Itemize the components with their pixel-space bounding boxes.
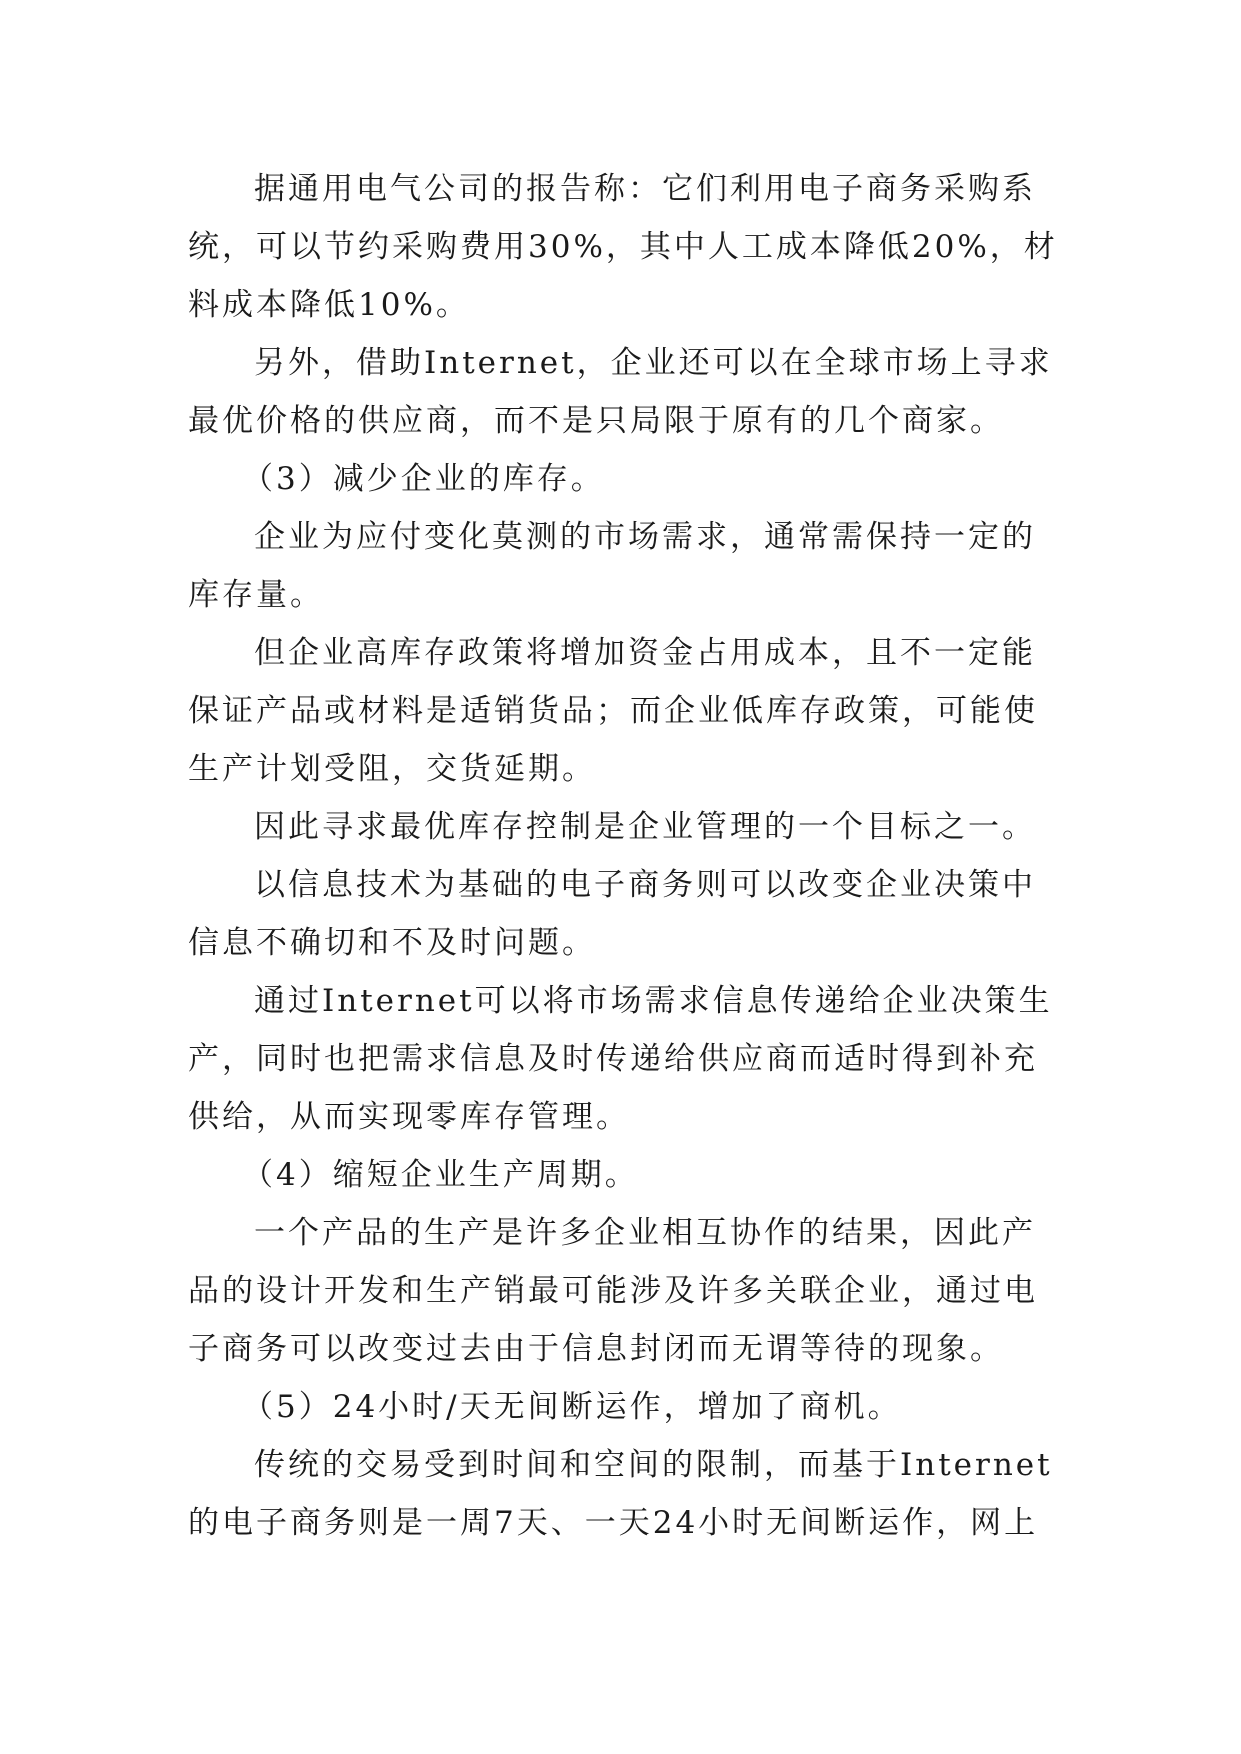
body-text — [188, 160, 1068, 1552]
paragraph: 因此寻求最优库存控制是企业管理的一个目标之一。 — [254, 809, 1036, 845]
paragraph: 通过Internet可以将市场需求信息传递给企业决策生产，同时也把需求信息及时传递给供应商而适时得到补充供给，从而实现零库存管理。 — [188, 983, 1053, 1135]
paragraph: 据通用电气公司的报告称：它们利用电子商务采购系统，可以节约采购费用30%，其中人工成本降低20%，材料成本降低10%。 — [188, 171, 1058, 323]
section-heading: （3）减少企业的库存。 — [242, 461, 605, 497]
paragraph: 另外，借助Internet，企业还可以在全球市场上寻求最优价格的供应商，而不是只局限于原有的几个商家。 — [188, 345, 1053, 439]
paragraph: 一个产品的生产是许多企业相互协作的结果，因此产品的设计开发和生产销最可能涉及许多关联企业，通过电子商务可以改变过去由于信息封闭而无谓等待的现象。 — [188, 1215, 1038, 1367]
paragraph: 企业为应付变化莫测的市场需求，通常需保持一定的库存量。 — [188, 519, 1036, 613]
section-heading: （4）缩短企业生产周期。 — [242, 1157, 639, 1193]
paragraph: 传统的交易受到时间和空间的限制，而基于Internet的电子商务则是一周7天、一天24小时无间断运作，网上 — [188, 1447, 1053, 1541]
paragraph: 以信息技术为基础的电子商务则可以改变企业决策中信息不确切和不及时问题。 — [188, 867, 1036, 961]
section-heading: （5）24小时/天无间断运作，增加了商机。 — [242, 1389, 902, 1425]
paragraph: 但企业高库存政策将增加资金占用成本，且不一定能保证产品或材料是适销货品；而企业低库存政策，可能使生产计划受阻，交货延期。 — [188, 635, 1038, 787]
